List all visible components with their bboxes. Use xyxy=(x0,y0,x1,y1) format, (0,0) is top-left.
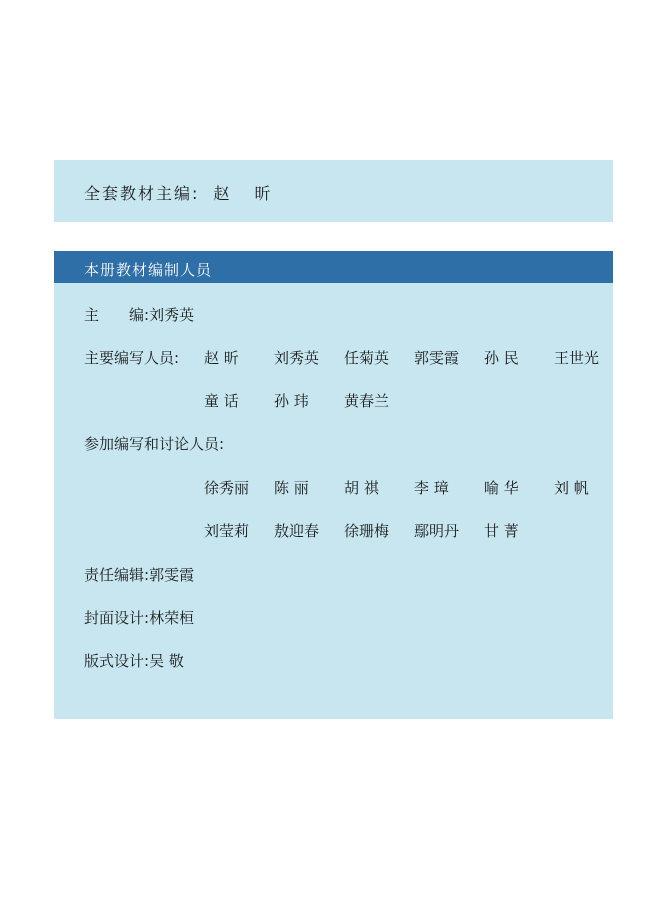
participants-label: 参加编写和讨论人员: xyxy=(84,435,225,453)
writer-name: 任菊英 xyxy=(344,349,390,367)
participant-name: 刘莹莉 xyxy=(204,522,250,540)
staff-panel-title: 本册教材编制人员 xyxy=(84,261,213,279)
chief-editor-label: 全套教材主编: xyxy=(84,184,200,203)
layout-design-line xyxy=(84,650,184,671)
staff-panel-header xyxy=(54,251,613,283)
chief-editor-panel xyxy=(54,160,613,222)
layout-design-name: 吴 敬 xyxy=(149,652,184,670)
writer-name: 赵 昕 xyxy=(204,349,239,367)
editor-line xyxy=(84,304,194,325)
participant-name: 敖迎春 xyxy=(274,522,320,540)
responsible-editor-label: 责任编辑: xyxy=(84,566,150,584)
staff-panel xyxy=(54,251,613,719)
writer-name: 童 话 xyxy=(204,392,239,410)
participant-name: 刘 帆 xyxy=(554,479,589,497)
participant-name: 喻 华 xyxy=(484,479,519,497)
layout-design-label: 版式设计: xyxy=(84,652,150,670)
participants-row-2 xyxy=(204,520,519,541)
cover-design-name: 林荣桓 xyxy=(149,609,195,627)
writer-name: 孙 玮 xyxy=(274,392,309,410)
participant-name: 甘 菁 xyxy=(484,522,519,540)
main-writers-label: 主要编写人员: xyxy=(84,349,180,367)
writer-name: 王世光 xyxy=(554,349,600,367)
responsible-editor-line xyxy=(84,564,194,585)
writer-name: 黄春兰 xyxy=(344,392,390,410)
participant-name: 陈 丽 xyxy=(274,479,309,497)
cover-design-line xyxy=(84,607,194,628)
participants-row-1 xyxy=(204,477,589,498)
participant-name: 鄢明丹 xyxy=(414,522,460,540)
editor-label-b: 编: xyxy=(129,306,150,324)
participant-name: 胡 祺 xyxy=(344,479,379,497)
writer-name: 郭雯霞 xyxy=(414,349,460,367)
writer-name: 孙 民 xyxy=(484,349,519,367)
chief-editor-name: 赵 昕 xyxy=(213,184,281,203)
participant-name: 徐秀丽 xyxy=(204,479,250,497)
responsible-editor-name: 郭雯霞 xyxy=(149,566,195,584)
participant-name: 李 璋 xyxy=(414,479,449,497)
writer-name: 刘秀英 xyxy=(274,349,320,367)
main-writers-row-1 xyxy=(204,347,599,368)
editor-name: 刘秀英 xyxy=(149,306,195,324)
participant-name: 徐珊梅 xyxy=(344,522,390,540)
chief-editor-line xyxy=(84,181,281,204)
editor-label-a: 主 xyxy=(84,306,100,324)
main-writers-row-2 xyxy=(204,390,389,411)
cover-design-label: 封面设计: xyxy=(84,609,150,627)
